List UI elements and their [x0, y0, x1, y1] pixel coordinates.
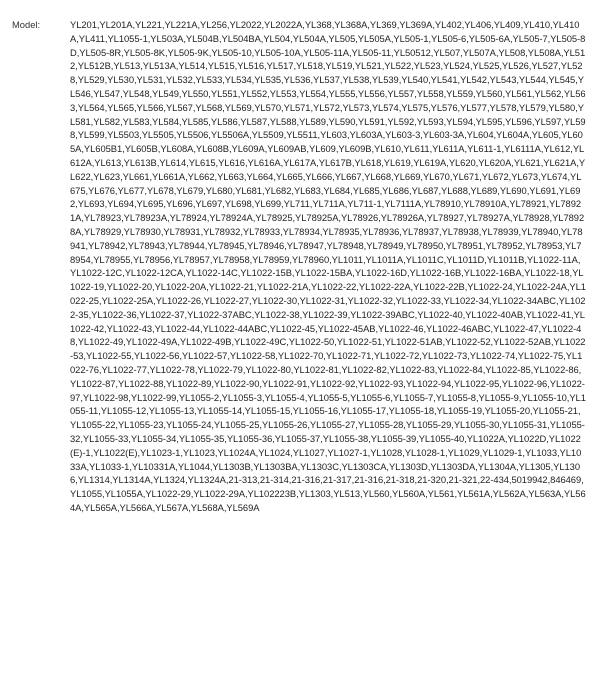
model-label: Model: — [12, 19, 41, 30]
compatible-models-list: YL201,YL201A,YL221,YL221A,YL256,YL2022,YL2022A,YL368,YL368A,YL369,YL369A,YL402,YL406,YL409,YL410,YL410A,YL411,YL1055-1,YL503A,YL504B,YL504BA,YL504,YL504A,YL505,YL505A,YL505-1,YL505-6,YL505-6A,YL505-7,YL505-8D,YL505-8R,YL505-8K,YL505-9K,YL505-10,YL505-10A,YL505-11A,YL505-11,YL50512,YL507,YL507A,YL508,YL508A,YL512,YL512B,YL513,YL513A,YL514,YL515,YL516,YL517,YL518,YL519,YL521,YL522,YL523,YL524,YL525,YL526,YL527,YL528,YL529,YL530,YL531,YL532,YL533,YL534,YL535,YL536,YL537,YL538,YL539,YL540,YL541,YL542,YL543,YL544,YL545,YL546,YL547,YL548,YL549,YL550,YL551,YL552,YL553,YL554,YL555,YL556,YL557,YL558,YL559,YL560,YL561,YL562,YL563,YL564,YL565,YL566,YL567,YL568,YL569,YL570,YL571,YL572,YL573,YL574,YL575,YL576,YL577,YL578,YL579,YL580,YL581,YL582,YL583,YL584,YL585,YL586,YL587,YL588,YL589,YL590,YL591,YL592,YL593,YL594,YL595,YL596,YL597,YL598,YL599,YL5503,YL5505,YL5506,YL5506A,YL5509,YL5511,YL603,YL603A,YL603-3,YL603-3A,YL604,YL604A,YL605,YL605A,YL605B1,YL605B,YL608A,YL608B,YL609A,YL609AB,YL609,YL609B,YL610,YL611,YL611A,YL611-1,YL6111A,YL612,YL612A,YL613,YL613B,YL614,YL615,YL616,YL616A,YL617A,YL617B,YL618,YL619,YL619A,YL620,YL620A,YL621,YL621A,YL622,YL623,YL661,YL661A,YL662,YL663,YL664,YL665,YL666,YL667,YL668,YL669,YL670,YL671,YL672,YL673,YL674,YL675,YL676,YL677,YL678,YL679,YL680,YL681,YL682,YL683,YL684,YL685,YL686,YL687,YL688,YL689,YL690,YL691,YL692,YL693,YL694,YL695,YL696,YL697,YL698,YL699,YL711,YL711A,YL711-1,YL7111A,YL78910,YL78910A,YL78921,YL78921A,YL78923,YL78923A,YL78924,YL78924A,YL78925,YL78925A,YL78926,YL78926A,YL78927,YL78927A,YL78928,YL78928A,YL78929,YL78930,YL78931,YL78932,YL78933,YL78934,YL78935,YL78936,YL78937,YL78938,YL78939,YL78940,YL78941,YL78942,YL78943,YL78944,YL78945,YL78946,YL78947,YL78948,YL78949,YL78950,YL78951,YL78952,YL78953,YL78954,YL78955,YL78956,YL78957,YL78958,YL78959,YL78960,YL1011,YL1011A,YL1011C,YL1011D,YL1011B,YL1022-11A,YL1022-12C,YL1022-12CA,YL1022-14C,YL1022-15B,YL1022-15BA,YL1022-16D,YL1022-16B,YL1022-16BA,YL1022-18,YL1022-19,YL1022-20,YL1022-20A,YL1022-21,YL1022-21A,YL1022-22,YL1022-22A,YL1022-22B,YL1022-24,YL1022-24A,YL1022-25,YL1022-25A,YL1022-26,YL1022-27,YL1022-30,YL1022-31,YL1022-32,YL1022-33,YL1022-34,YL1022-34ABC,YL1022-35,YL1022-36,YL1022-37,YL1022-37ABC,YL1022-38,YL1022-39,YL1022-39ABC,YL1022-40,YL1022-40AB,YL1022-41,YL1022-42,YL1022-43,YL1022-44,YL1022-44ABC,YL1022-45,YL1022-45AB,YL1022-46,YL1022-46ABC,YL1022-47,YL1022-48,YL1022-49,YL1022-49A,YL1022-49B,YL1022-49C,YL1022-50,YL1022-51,YL1022-51AB,YL1022-52,YL1022-52AB,YL1022-53,YL1022-55,YL1022-56,YL1022-57,YL1022-58,YL1022-70,YL1022-71,YL1022-72,YL1022-73,YL1022-74,YL1022-75,YL1022-76,YL1022-77,YL1022-78,YL1022-79,YL1022-80,YL1022-81,YL1022-82,YL1022-83,YL1022-84,YL1022-85,YL1022-86,YL1022-87,YL1022-88,YL1022-89,YL1022-90,YL1022-91,YL1022-92,YL1022-93,YL1022-94,YL1022-95,YL1022-96,YL1022-97,YL1022-98,YL1022-99,YL1055-2,YL1055-3,YL1055-4,YL1055-5,YL1055-6,YL1055-7,YL1055-8,YL1055-9,YL1055-10,YL1055-11,YL1055-12,YL1055-13,YL1055-14,YL1055-15,YL1055-16,YL1055-17,YL1055-18,YL1055-19,YL1055-20,YL1055-21,YL1055-22,YL1055-23,YL1055-24,YL1055-25,YL1055-26,YL1055-27,YL1055-28,YL1055-29,YL1055-30,YL1055-31,YL1055-32,YL1055-33,YL1055-34,YL1055-35,YL1055-36,YL1055-37,YL1055-38,YL1055-39,YL1055-40,YL1022A,YL1022D,YL1022(E)-1,YL1022(E),YL1023-1,YL1023,YL1024A,YL1024,YL1027,YL1027-1,YL1028,YL1028-1,YL1029,YL1029-1,YL1033,YL1033A,YL1033-1,YL10331A,YL1044,YL1303B,YL1303BA,YL1303C,YL1303CA,YL1303D,YL1303DA,YL1304A,YL1305,YL1306,YL1314,YL1314A,YL1324,YL1324A,21-313,21-314,21-316,21-317,21-316,21-318,21-320,21-321,22-434,5019942,846469,YL1055,YL1055A,YL1022-29,YL1022-29A,YL102223B,YL1303,YL513,YL560,YL560A,YL561,YL561A,YL562A,YL563A,YL564A,YL565A,YL566A,YL567A,YL568A,YL569A — [70, 19, 586, 513]
